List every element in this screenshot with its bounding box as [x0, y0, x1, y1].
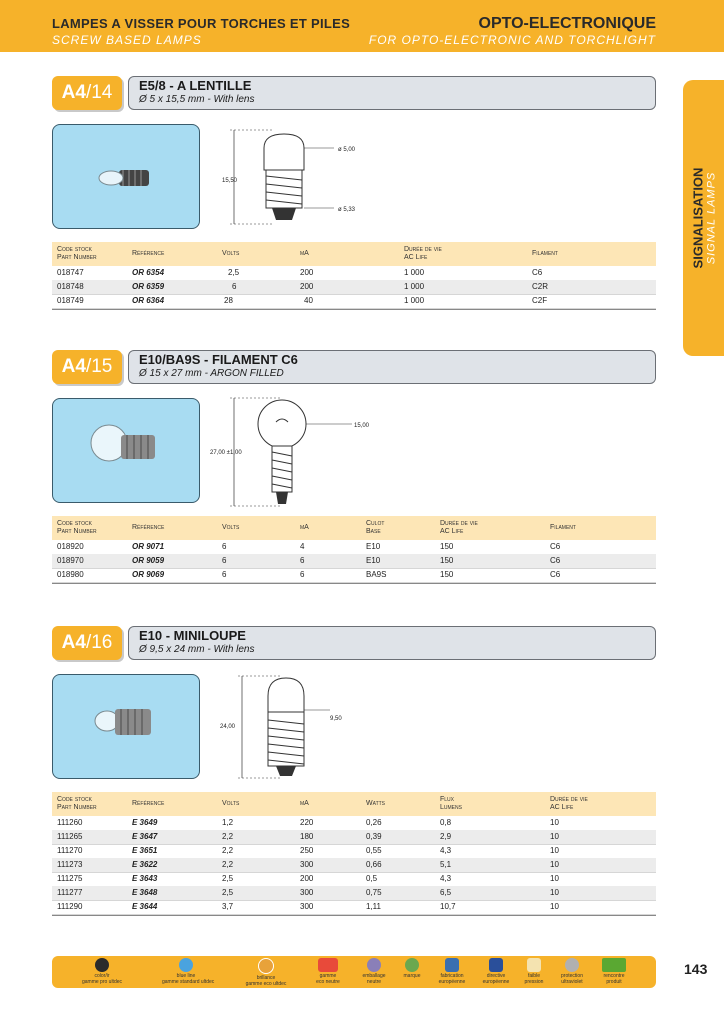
dim-height: 15,50: [222, 178, 238, 184]
col-volts: Volts: [222, 800, 240, 807]
product-match-icon: [602, 958, 626, 972]
header-left-title: LAMPES A VISSER POUR TORCHES ET PILES: [52, 16, 351, 31]
dim-base-diameter: ø 5,33: [338, 207, 356, 213]
product-code-badge: [52, 350, 122, 384]
table-cell: 200: [300, 282, 314, 291]
col-base: Culot Base: [366, 520, 385, 535]
table-cell: 1 000: [404, 296, 425, 305]
blue-line-icon: [179, 958, 193, 972]
table-cell: 1,11: [366, 902, 381, 911]
section-title: E10 - MINILOUPE: [139, 628, 246, 643]
table-cell: 018920: [57, 542, 84, 551]
legend-label: fabrication européenne: [438, 973, 466, 985]
col-reference: Référence: [132, 524, 165, 531]
table-row: [52, 844, 656, 859]
table-cell: 28: [224, 296, 233, 305]
product-code-badge: [52, 76, 122, 110]
table-cell: 111275: [57, 874, 83, 883]
reference-cell: E 3622: [132, 860, 158, 869]
table-cell: 018970: [57, 556, 84, 565]
table-cell: E10: [366, 542, 381, 551]
table-cell: 111265: [57, 832, 83, 841]
reference-cell: OR 9059: [132, 556, 165, 565]
table-row: [52, 554, 656, 569]
col-part-number: Code stock Part Number: [57, 520, 97, 535]
table-cell: C2R: [532, 282, 549, 291]
table-cell: 200: [300, 874, 314, 883]
eu-directive-icon: [489, 958, 503, 972]
section-title-bar: [128, 350, 656, 384]
table-cell: 111277: [57, 888, 83, 897]
table-cell: 0,8: [440, 818, 452, 827]
table-cell: 6: [300, 570, 305, 579]
uv-protection-icon: [565, 958, 579, 972]
section-title: E10/BA9S - FILAMENT C6: [139, 352, 298, 367]
table-cell: 2,5: [228, 268, 240, 277]
table-rule: [52, 915, 656, 916]
table-header: [52, 242, 656, 266]
table-cell: 0,55: [366, 846, 382, 855]
eco-icon: [318, 958, 338, 972]
table-row: [52, 568, 656, 583]
table-cell: 0,39: [366, 832, 382, 841]
dim-bulb-diameter: 15,00: [354, 423, 370, 429]
side-tab-subtitle: SIGNAL LAMPS: [705, 171, 717, 265]
brand-icon: [405, 958, 419, 972]
table-cell: 10: [550, 902, 559, 911]
side-tab: [683, 80, 724, 356]
table-cell: 2,9: [440, 832, 452, 841]
table-cell: 1 000: [404, 282, 425, 291]
table-cell: 150: [440, 570, 454, 579]
table-cell: 10: [550, 818, 559, 827]
table-cell: E10: [366, 556, 381, 565]
section-title-bar: [128, 626, 656, 660]
reference-cell: OR 9069: [132, 570, 165, 579]
table-cell: C6: [550, 542, 561, 551]
col-ma: mA: [300, 250, 309, 257]
legend-label: blue line gamme standard ultdec: [162, 973, 215, 985]
table-cell: 1 000: [404, 268, 425, 277]
legend-item: [162, 958, 215, 985]
dim-head-diameter: ø 5,00: [338, 147, 356, 153]
product-photo: [52, 398, 200, 503]
section-subtitle: Ø 9,5 x 24 mm - With lens: [139, 644, 255, 655]
table-cell: C6: [532, 268, 543, 277]
col-life: Durée de vie AC Life: [550, 796, 588, 811]
section-title: E5/8 - A LENTILLE: [139, 78, 252, 93]
code-prefix: A4: [61, 356, 86, 377]
col-ma: mA: [300, 800, 309, 807]
technical-drawing: [202, 394, 382, 510]
table-row: [52, 886, 656, 901]
packaging-icon: [367, 958, 381, 972]
table-cell: 2,2: [222, 832, 234, 841]
col-filament: Filament: [532, 250, 558, 257]
legend-label: brillance gamme eco ultdec: [245, 975, 287, 987]
table-cell: 6,5: [440, 888, 452, 897]
table-row: [52, 816, 656, 831]
table-row: [52, 858, 656, 873]
table-cell: 111270: [57, 846, 83, 855]
table-cell: 2,2: [222, 860, 234, 869]
reference-cell: E 3647: [132, 832, 158, 841]
table-row: [52, 266, 656, 281]
product-photo: [52, 124, 200, 229]
table-cell: 0,66: [366, 860, 382, 869]
table-row: [52, 900, 656, 915]
table-cell: 018748: [57, 282, 84, 291]
table-cell: 6: [222, 556, 227, 565]
legend-label: color/ir gamme pro ultdec: [81, 973, 123, 985]
section-subtitle: Ø 15 x 27 mm - ARGON FILLED: [139, 368, 284, 379]
table-cell: 10: [550, 860, 559, 869]
col-volts: Volts: [222, 524, 240, 531]
code-prefix: A4: [61, 632, 86, 653]
table-cell: 111290: [57, 902, 83, 911]
product-photo: [52, 674, 200, 779]
table-cell: 018749: [57, 296, 84, 305]
header-right-title: OPTO-ELECTRONIQUE: [478, 15, 656, 32]
legend-item: [548, 958, 596, 985]
table-row: [52, 294, 656, 309]
legend-item: [428, 958, 476, 985]
table-cell: BA9S: [366, 570, 387, 579]
table-cell: 40: [304, 296, 313, 305]
table-row: [52, 280, 656, 295]
legend-item: [242, 958, 290, 987]
table-cell: 180: [300, 832, 314, 841]
col-filament: Filament: [550, 524, 576, 531]
table-cell: 5,1: [440, 860, 452, 869]
reference-cell: OR 6354: [132, 268, 165, 277]
footer-legend: [52, 956, 656, 988]
table-cell: C6: [550, 570, 561, 579]
table-cell: 111260: [57, 818, 83, 827]
col-life: Durée de vie AC Life: [440, 520, 478, 535]
product-code-badge: [52, 626, 122, 660]
table-cell: 10: [550, 888, 559, 897]
col-reference: Référence: [132, 800, 165, 807]
table-header: [52, 516, 656, 540]
reference-cell: OR 9071: [132, 542, 165, 551]
reference-cell: OR 6364: [132, 296, 165, 305]
side-tab-title: SIGNALISATION: [690, 167, 705, 269]
table-cell: 1,2: [222, 818, 234, 827]
col-reference: Référence: [132, 250, 165, 257]
table-row: [52, 830, 656, 845]
col-part-number: Code stock Part Number: [57, 246, 97, 261]
table-cell: 10: [550, 846, 559, 855]
table-cell: 4,3: [440, 874, 452, 883]
table-cell: 018747: [57, 268, 84, 277]
table-row: [52, 872, 656, 887]
table-cell: 200: [300, 268, 314, 277]
legend-label: gamme eco neutre: [316, 973, 340, 985]
eu-manufacture-icon: [445, 958, 459, 972]
section-subtitle: Ø 5 x 15,5 mm - With lens: [139, 94, 255, 105]
code-number: /16: [85, 632, 113, 653]
table-cell: 4,3: [440, 846, 452, 855]
table-cell: 250: [300, 846, 314, 855]
legend-label: protection ultraviolet: [561, 973, 583, 985]
header-right-subtitle: FOR OPTO-ELECTRONIC AND TORCHLIGHT: [368, 33, 656, 47]
legend-item: [590, 958, 638, 985]
reference-cell: E 3643: [132, 874, 158, 883]
page-header: [0, 0, 724, 52]
brillance-icon: [258, 958, 274, 974]
table-cell: 2,5: [222, 888, 234, 897]
reference-cell: E 3651: [132, 846, 158, 855]
section-title-bar: [128, 76, 656, 110]
col-watts: Watts: [366, 800, 386, 807]
table-cell: 6: [232, 282, 237, 291]
legend-label: marque: [403, 973, 421, 979]
dim-height: 24,00: [220, 724, 236, 730]
table-cell: 6: [300, 556, 305, 565]
table-cell: 0,75: [366, 888, 382, 897]
legend-label: emballage neutre: [362, 973, 386, 985]
table-cell: 4: [300, 542, 305, 551]
table-cell: 10: [550, 874, 559, 883]
reference-cell: E 3649: [132, 818, 158, 827]
table-cell: 3,7: [222, 902, 234, 911]
reference-cell: E 3644: [132, 902, 158, 911]
table-rule: [52, 583, 656, 584]
header-left-subtitle: SCREW BASED LAMPS: [52, 33, 202, 47]
table-cell: 300: [300, 902, 314, 911]
table-cell: 300: [300, 860, 314, 869]
table-cell: 0,5: [366, 874, 378, 883]
code-number: /15: [85, 356, 113, 377]
col-volts: Volts: [222, 250, 240, 257]
color-ir-icon: [95, 958, 109, 972]
table-cell: 10: [550, 832, 559, 841]
code-number: /14: [85, 82, 113, 103]
table-row: [52, 540, 656, 555]
legend-label: rencontre produit: [603, 973, 625, 985]
table-cell: 018980: [57, 570, 84, 579]
table-cell: 2,2: [222, 846, 234, 855]
code-prefix: A4: [61, 82, 86, 103]
table-cell: C6: [550, 556, 561, 565]
technical-drawing: [220, 670, 360, 786]
table-cell: 150: [440, 556, 454, 565]
table-cell: 0,26: [366, 818, 382, 827]
table-cell: 111273: [57, 860, 83, 869]
table-cell: 300: [300, 888, 314, 897]
legend-item: [78, 958, 126, 985]
col-flux: Flux Lumens: [440, 796, 462, 811]
legend-label: faible pression: [524, 973, 544, 985]
technical-drawing: [222, 126, 362, 226]
reference-cell: E 3648: [132, 888, 158, 897]
col-ma: mA: [300, 524, 309, 531]
table-cell: 220: [300, 818, 314, 827]
table-cell: 6: [222, 570, 227, 579]
table-cell: C2F: [532, 296, 548, 305]
legend-item: [304, 958, 352, 985]
table-cell: 10,7: [440, 902, 456, 911]
low-pressure-icon: [527, 958, 541, 972]
legend-label: directive européenne: [482, 973, 510, 985]
page-number: 143: [684, 961, 708, 977]
table-cell: 2,5: [222, 874, 234, 883]
dim-height: 27,00 ±1,00: [210, 450, 242, 456]
table-header: [52, 792, 656, 816]
table-cell: 150: [440, 542, 454, 551]
reference-cell: OR 6359: [132, 282, 165, 291]
table-cell: 6: [222, 542, 227, 551]
col-life: Durée de vie AC Life: [404, 246, 442, 261]
dim-diameter: 9,50: [330, 716, 342, 722]
col-part-number: Code stock Part Number: [57, 796, 97, 811]
table-rule: [52, 309, 656, 310]
